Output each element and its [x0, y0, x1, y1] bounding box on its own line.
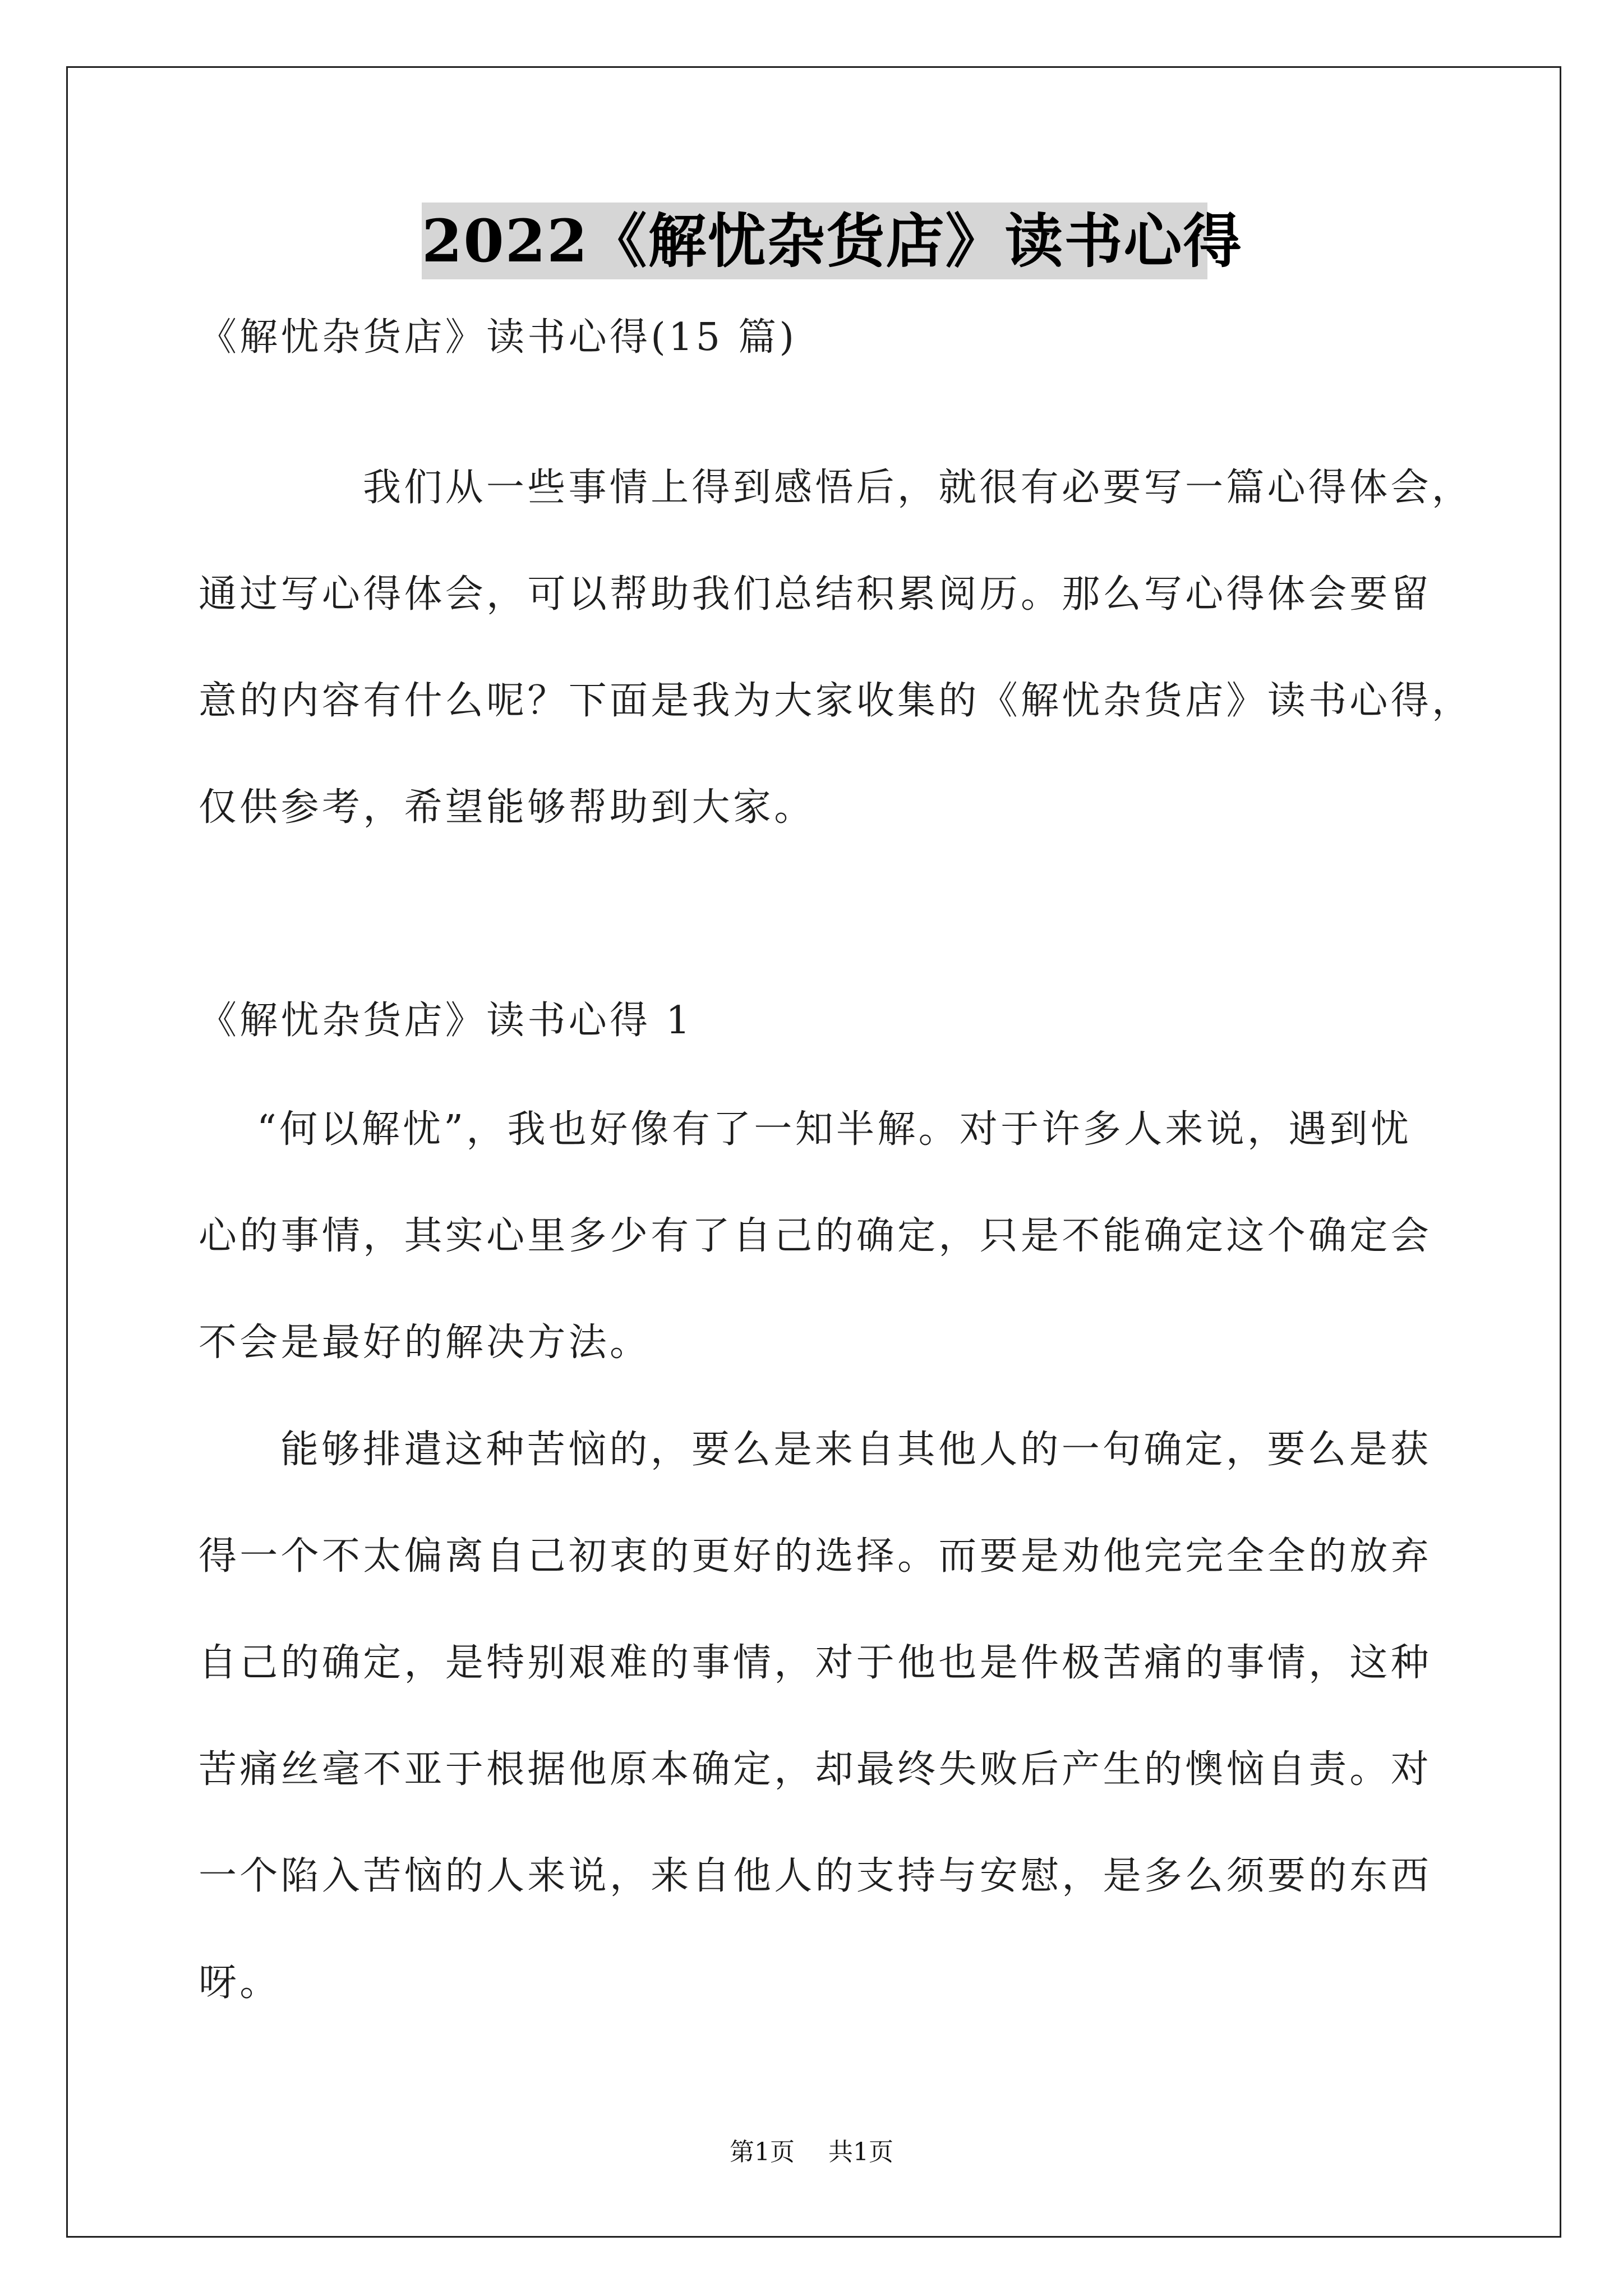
paragraph-line: 呀。: [199, 1961, 281, 2005]
paragraph-line: 通过写心得体会，可以帮助我们总结积累阅历。那么写心得体会要留: [199, 572, 1432, 616]
paragraph-line: 苦痛丝毫不亚于根据他原本确定，却最终失败后产生的懊恼自责。对: [199, 1747, 1432, 1792]
section-heading: 《解忧杂货店》读书心得 1: [199, 999, 693, 1043]
document-subtitle: 《解忧杂货店》读书心得(15 篇): [199, 315, 797, 360]
paragraph-line: 一个陷入苦恼的人来说，来自他人的支持与安慰，是多么须要的东西: [199, 1854, 1432, 1898]
paragraph-line: 自己的确定，是特别艰难的事情，对于他也是件极苦痛的事情，这种: [199, 1641, 1432, 1685]
paragraph-line: 不会是最好的解决方法。: [199, 1320, 651, 1365]
footer-page-number: 第1页: [730, 2138, 795, 2166]
paragraph-line: 我们从一些事情上得到感悟后，就很有必要写一篇心得体会，: [363, 466, 1473, 510]
paragraph-line: 意的内容有什么呢？下面是我为大家收集的《解忧杂货店》读书心得，: [199, 679, 1473, 723]
document-title: 2022《解忧杂货店》读书心得: [422, 203, 1207, 279]
paragraph-line: “何以解忧”，我也好像有了一知半解。对于许多人来说，遇到忧: [257, 1107, 1412, 1152]
paragraph-line: 能够排遣这种苦恼的，要么是来自其他人的一句确定，要么是获: [280, 1428, 1432, 1472]
paragraph-line: 心的事情，其实心里多少有了自己的确定，只是不能确定这个确定会: [199, 1214, 1432, 1258]
paragraph-line: 仅供参考，希望能够帮助到大家。: [199, 785, 815, 830]
paragraph-line: 得一个不太偏离自己初衷的更好的选择。而要是劝他完完全全的放弃: [199, 1534, 1432, 1579]
page-footer: [0, 2136, 1623, 2169]
footer-total-pages: 共1页: [828, 2138, 893, 2166]
